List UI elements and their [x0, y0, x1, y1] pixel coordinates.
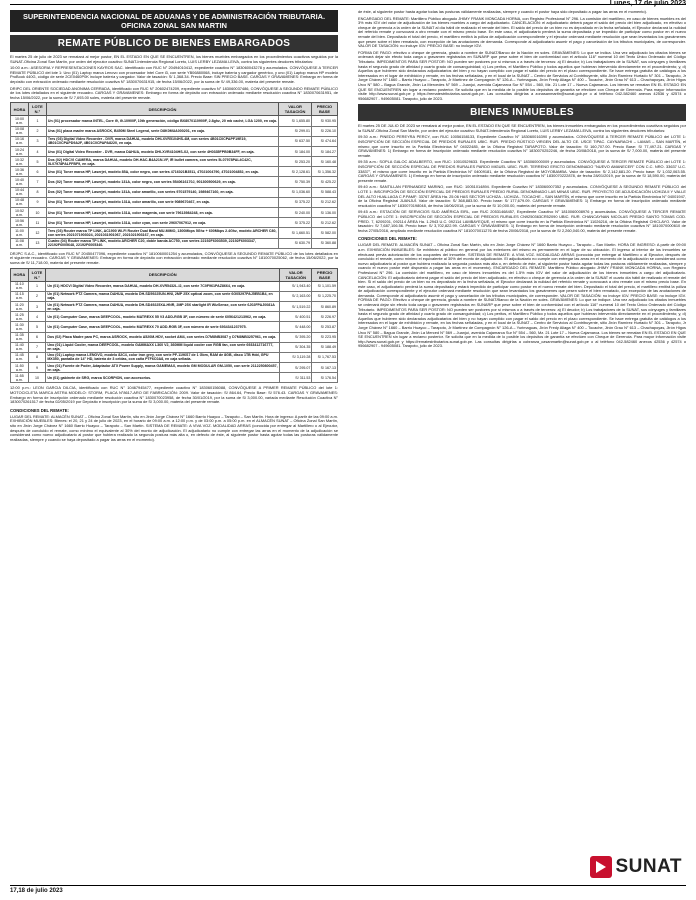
table-cell-col-valor: S/ 3,119.28: [280, 352, 312, 362]
table-cell-col-lote: 2: [28, 291, 46, 301]
table-cell-col-precio: S/ 160.48: [312, 157, 338, 167]
table-cell-col-descripcion: Un (01) HDCVI Digital Video Recorder, marca DAHUA, modelo DH-XVR5432L-I2, con serie 7C0F961PAZ8664, en caja.: [46, 281, 280, 291]
table-cell-col-lote: 1: [28, 281, 46, 291]
table-row: [11, 291, 338, 301]
table-cell-col-descripcion: Tres (03) Digital Video Recorder - DVR, marca DAHUA, modelo DHI-XVR5104HS-4M, con series 4B01C0CPAPF19E19, 4B01C0CPAPD9A2F, 4B01C0CPAPA8220, en caja.: [46, 136, 278, 146]
table-cell-col-valor: S/ 1,519.22: [280, 301, 312, 311]
table-cell-col-hora: 11:45 a.m.: [11, 352, 29, 362]
table-cell-col-lote: 1: [29, 116, 47, 126]
table-cell-col-hora: 10:44 a.m.: [11, 187, 29, 197]
table-header-col-precio: PRECIO BASE: [312, 103, 338, 116]
table-cell-col-descripcion: Un (01) procesador marca INTEL, Core i9, i9-10900F, 10th generación, código BX8070110900F, 2.8ghz, 20 mb caché, LGA 1200, en caja.: [46, 116, 278, 126]
table-cell-col-precio: S/ 176.54: [312, 373, 338, 383]
issue-date: Lunes, 17 de julio 2023: [609, 0, 686, 7]
table-cell-col-hora: 11:30 a.m.: [11, 322, 29, 332]
table-cell-col-descripcion: Un (01) Computer Case, marca DEEPCOOL, modelo MATREXX 70 ADD-RGB 3F, con número de serie 6934341237975.: [46, 322, 280, 332]
table-cell-col-valor: S/ 1,943.40: [280, 281, 312, 291]
lots-table-2: [10, 268, 338, 384]
table-cell-col-valor: S/ 304.35: [280, 342, 312, 352]
table-cell-col-lote: 4: [29, 146, 47, 156]
table-cell-col-hora: 10:48 a.m.: [11, 197, 29, 207]
table-cell-col-precio: S/ 184.27: [312, 146, 338, 156]
table-cell-col-hora: 11:50 a.m.: [11, 363, 29, 373]
table-cell-col-descripcion: Una (01) placa madre marca ASROCK, B450M Steel Legend, serie D8K0MUA000201, en caja.: [46, 126, 278, 136]
table-header-col-lote: LOTE N.°: [29, 103, 47, 116]
table-cell-col-valor: S/ 2,128.61: [279, 167, 312, 177]
table-cell-col-precio: S/ 188.49: [312, 342, 338, 352]
table-cell-col-lote: 5: [28, 322, 46, 332]
table-cell-col-precio: S/ 226.10: [312, 126, 338, 136]
agency-header: SUPERINTENDENCIA NACIONAL DE ADUANAS Y DE ADMINISTRACIÓN TRIBUTARIA. OFICINA ZONAL SAN MARTIN: [10, 10, 338, 32]
table-cell-col-hora: 10:00 a.m.: [11, 116, 29, 126]
table-cell-col-descripcion: Un (01) gabinete de SRG, marca SCORPION, con accesorios.: [46, 373, 280, 383]
top-rule: [10, 4, 686, 5]
table-header-col-valor: VALOR TASACIÓN: [279, 103, 312, 116]
table-cell-col-hora: 10:52 a.m.: [11, 208, 29, 218]
table-cell-col-valor: S/ 400.51: [280, 312, 312, 322]
table-cell-col-lote: 3: [28, 301, 46, 311]
table-cell-col-precio: S/ 360.88: [312, 238, 338, 248]
table-cell-col-valor: S/ 448.00: [280, 322, 312, 332]
table-cell-col-lote: 9: [28, 363, 46, 373]
table-row: [11, 218, 338, 228]
table-row: [11, 281, 338, 291]
table-cell-col-descripcion: Un (01) Network PTZ Camera, marca DAHUA, modelo DH-SD59225UN-HNI, 2MP 25X optical zoom, con serie 6G05297PAJ5EB1B4, en caja.: [46, 291, 280, 301]
table-cell-col-lote: 8: [28, 352, 46, 362]
table-row: [11, 126, 338, 136]
continued-paragraph: de éste, al siguiente postor hasta agotar todas las posturas válidamente realizadas, siempre y cuando el postor haya sido depositado a pagar las arras en el momento).: [358, 9, 647, 14]
table-cell-col-lote: 3: [29, 136, 47, 146]
table-row: [11, 208, 338, 218]
table-cell-col-hora: 10:16 a.m.: [11, 136, 29, 146]
table-cell-col-descripcion: Tres (03) Router marca TP LINK, AC1900 Wi-Fi Router Dual Band MU-MIMO, 1300Mbps 5Ghz + 600Mbps 2.4Ghz, modelo ARCHER C80, con series 2021071903024, 2021031901067, 2021021903167, en caja.: [46, 228, 278, 238]
case-paragraph: 09:45 a.m.: ESTACIÓN DE SERVICIOS SUD AMÉRICA EIRL, con RUC 20531468457, Expediente Coactivo N° 1810060008976 y acumulados. CONVÓQUESE A TERCER REMATE PÚBLICO del LOTE 1: INSCRIPCIÓN DE SECCIÓN ESPECIAL DE PREDIOS RURALES CN9250363CR52090 UBIC. RUR. CHANCAYNAN NICOLAS PREDIO SANTO TOMAS COD. PRED. 7, 6209201, 092114 ÁREA Ha. 1.2943 U.C. 092114 LAMBAYEQUE, el mismo que corre inscrito en la Partida Electrónica N° 11026216, de la Oficina Registral CHICLAYO. Valor de tasación: S/ 7,687,106.56. Precio base: S/ 3,702,822.99. CARGAS Y GRAVÁMENES: 1) Embargo en forma de inscripción ordenado mediante resolución coactiva N° 1810070000610 de fecha 27/05/2016, ampliado mediante resolución coactiva N° 1810070011276 de fecha 20/06/2018, por la suma de S/ 2,260,040.00, materia del presente remate.: [358, 209, 686, 233]
table-cell-col-precio: S/ 212.62: [312, 197, 338, 207]
table-cell-col-hora: 11:08 a.m.: [11, 238, 29, 248]
conditions-paragraph: LUGAR DEL REMATE: ALMACÉN SUNAT – Oficina Zonal San Martín, sito en Jirón Jorge Chávez N° 1660 Barrio Huayco – Tarapoto – San Martín. Hora de ingreso: A partir de las 09:00 a.m. EXHIBICIÓN MUEBLES: Bienes: el 20, 21 y 24 de julio de 2023, en el horario de 09:00 a.m. a 12:00 p.m. y de 03:00 p.m. a 05:00 p.m. en el ALMACÉN SUNAT – Oficina Zonal San Martín, sito en Jirón Jorge Chávez N° 1660 Barrio Huayco – Tarapoto – San Martín. SISTEMA DE REMATE: A VIVA VOZ. MODALIDAD ARRAS (conocida por entregar al Martillero o al Ejecutor, después de concluido el remate, como mínimo el equivalente al 30% del monto de adjudicación. El adjudicatario no cumple con entregar las arras en el momento de la adjudicación se considerará como nuevo adjudicatario al postor que hubiera realizado la segunda postura más alta o, en defecto de éste, al siguiente postor hasta agotar todas las posturas válidamente realizadas, siempre y cuando se haya depositado a pagar las arras en el momento).: [10, 413, 338, 442]
table-row: [11, 177, 338, 187]
table-cell-col-valor: S/ 637.50: [279, 136, 312, 146]
table-cell-col-lote: 6: [28, 332, 46, 342]
table-cell-col-precio: S/ 226.97: [312, 312, 338, 322]
section-title-inmuebles: BIENES INMUEBLES: [358, 104, 686, 121]
table-cell-col-lote: 5: [29, 157, 47, 167]
right-column: [358, 10, 686, 351]
table-cell-col-precio: S/ 1,225.70: [312, 291, 338, 301]
table-cell-col-hora: 11:20 a.m.: [11, 301, 29, 311]
table-cell-col-hora: 11:00 a.m.: [11, 228, 29, 238]
payment-paragraph: FORMA DE PAGO: efectivo o cheque de gerencia, girado a nombre de SUNAT/Banco de la Nación en soles. GRAVÁMENES: Lo que se indica. Una vez adjudicado los citados bienes se ordenará dejar sin efecto toda carga o gravamen registrados en SUNARP que pese sobre el bien de conformidad con el artículo 116° numeral 10 del Texto Único Ordenado del Código Tributario. IMPEDIMENTOS PARA SER POSTOR: NO pueden ser postores por sí mismos o a través de terceros: a) El deudor; b) Los trabajadores de la SUNAT, sus cónyuges y familiares hasta el segundo grado de afinidad y cuarto grado de consanguinidad; c) Los peritos, el Martillero Público y todos aquellos que hubieran intervenido directamente en el procedimiento; y, d) Aquellos que hubieren sido declarados adjudicatarios del bien y no hayan cumplido con pagar el saldo del precio en el plazo correspondiente. Se hace entrega gratuita de catálogos a los interesados en el lugar de exhibición y remate, en los fechas señaladas, y en el local de la SUNAT – Centro de Servicios al Contribuyente, sitio Jirón Ramírez Hurtado N° 301 – Tarapoto, Jr Jorge Chávez N° 1660 – Barrio Huayco – Tarapoto, Jr Martínez de Compagnón N° 126-A – Yurimaguas, Jirón Fredy Aliaga N° 400 – Tocache, Jirón Grau N° 613 – Chachapoyas, Jirón Higos Urco N° 580 – Bagua Grande, Jirón La Mercedes N° 569 – Juanjuí, avenida Cajamarca Sur N° 554 – 560, Mz. 21 Lote 17 – Nueva Cajamarca. Los bienes se rematan EN EL ESTADO EN QUE SE ENCUENTREN sin lugar a reclamo posterior. Se solicita que en la medida de lo posible los depósitos de garantía se efectúen con Cheque de Gerencia. Para mayor información visite http://www.sunat.gob.pe y https://rematestributarios.sunat.gob.pe. Las consultas dirigirlas a zonasanmartin@sunat.gob.pe o al teléfono 042-582460 anexos 42536 y 42574 o 956682907 - 949605081. Tarapoto, julio de 2023.: [358, 49, 686, 101]
table-cell-col-lote: 10: [29, 208, 47, 218]
left-column: [10, 10, 338, 444]
table-cell-col-descripcion: Uno (01) Toner marca HP, Laserjet, modelo 131A, color cyan, con serie 29607067912, en caja.: [46, 218, 278, 228]
case-paragraph: 12:00 p.m.: LEON GARCIA DILCIA, identificado con RUC N° 10467945477, expediente coactivo N° 183060156088, CONVÓQUESE A PRIMER REMATE PÚBLICO del lote 1: MOTOCICLETA MARCA ASTRA MODELO: STORM, PLACA N°8617-ARO DE FABRICACIÓN: 2009. Valor de tasación: S/ 864.64, Precio Base: S/ 576.43. CARGAS Y GRAVAMENES: Embargo en forma de inscripción ordenado mediante resolución coactiva N° 1830070023958, de fecha 30/01/2019, por la suma de S/ 3,000.00, variada mediante Resolución Coactiva N° 1830070261517 de fecha 02/05/2019 por Depósito e inscripción por la suma de S/ 3,000.00, materia del presente remate.: [10, 385, 338, 405]
table-cell-col-valor: S/ 395.20: [280, 332, 312, 342]
table-row: [11, 332, 338, 342]
table-cell-col-precio: S/ 582.00: [312, 228, 338, 238]
page-footer: 17,18 de julio 2023: [10, 888, 63, 894]
table-cell-col-descripcion: Uno (01) Toner marca HP, Laserjet, modelo 131A, color magenta, con serie 79613984248, en caja.: [46, 208, 278, 218]
intro-paragraph: El martes 25 de julio de 2023 se rematará al mejor postor, EN EL ESTADO EN QUE SE ENCUENTREN, los bienes muebles embargados en los procedimientos coactivos seguidos por la SUNAT-Oficina Zonal San Martín, por orden del ejecutor coactivo SUNAT-Intendencia Regional Loreto, LUIS LERBY LEZAMA LEIVA, contra los siguientes deudores tributarios:: [10, 54, 338, 64]
table-cell-col-precio: S/ 167.13: [312, 363, 338, 373]
table-cell-col-valor: S/ 1,660.51: [279, 228, 312, 238]
table-cell-col-precio: S/ 212.62: [312, 218, 338, 228]
table-header-col-valor: VALOR TASACIÓN: [280, 268, 312, 281]
table-cell-col-precio: S/ 1,101.59: [312, 281, 338, 291]
table-cell-col-valor: S/ 240.00: [279, 208, 312, 218]
lots-table-1: [10, 102, 338, 248]
sunat-logo: [590, 856, 682, 878]
sunat-wordmark: SUNAT: [615, 856, 682, 877]
table-cell-col-lote: 8: [29, 187, 47, 197]
table-cell-col-valor: S/ 2,163.00: [280, 291, 312, 301]
table-row: [11, 301, 338, 311]
footer-rule: [10, 885, 686, 886]
table-cell-col-lote: 7: [28, 342, 46, 352]
table-cell-col-valor: S/ 630.79: [279, 238, 312, 248]
case-paragraph: DRJPC S.A.C., identificado con RUC N° 20450477096, expediente coactivo N° 1810060001254 y acumulados, CONVÓQUESE A SEGUNDO REMATE PÚBLICO de los lotes detallados en el siguiente recuadro. CARGAS Y GRAVAMENES: Embargo en forma de depósito con extracción ordenado mediante resolución coactiva N° 1810070025062, de fecha 15/06/2022, por la suma de S/ 11,718.00, materia del presente remate.: [10, 250, 338, 265]
table-row: [11, 167, 338, 177]
table-cell-col-hora: 10:32 a.m.: [11, 157, 29, 167]
table-cell-col-descripcion: Dos (02) Toner marca HP, Laserjet, modelo 131A, color negro, con series 5540616170J, 901300500629, en caja.: [46, 177, 278, 187]
table-cell-col-precio: S/ 588.43: [312, 187, 338, 197]
table-cell-col-lote: 7: [29, 177, 47, 187]
table-cell-col-descripcion: Un (01) Network PTZ Camera, marca DAHUA, modelo DH-SD49225XA-HNR, 2MP 25X starlight IR WizSense, con serie 6J02FPAJ0081A en caja.: [46, 301, 280, 311]
table-cell-col-hora: 10:56 a.m.: [11, 218, 29, 228]
conditions-title: CONDICIONES DEL REMATE:: [10, 407, 69, 413]
table-cell-col-descripcion: Uno (01) Toner marca HP, Laserjet, modelo 131A, color amarillo, con serie 9089670467, en caja.: [46, 197, 278, 207]
table-header-col-lote: LOTE N.°: [28, 268, 46, 281]
table-row: [11, 136, 338, 146]
table-cell-col-hora: 10:08 a.m.: [11, 126, 29, 136]
table-row: [11, 187, 338, 197]
table-cell-col-precio: S/ 136.00: [312, 208, 338, 218]
table-cell-col-precio: S/ 223.95: [312, 332, 338, 342]
table-cell-col-descripcion: Cuatro (04) Router marca TP LINK, modelo ARCHER C20, doble banda AC750, con series 22192F6003539, 22192F6003347, 22192F6005648, 22192F6005340.: [46, 238, 278, 248]
table-header-col-hora: HORA: [11, 268, 29, 281]
intro-paragraph: El martes 25 DE JULIO DE 2023 se rematará al mejor postor, EN EL ESTADO EN QUE SE ENCUENTREN, los bienes inmuebles embargados en los procedimientos coactivos seguidos por la SUNAT-Oficina Zonal San Martín, por orden del ejecutor coactivo SUNAT-Intendencia Regional Loreto, LUIS LERBY LEZAMA LEIVA, contra los siguientes deudores tributarios:: [358, 123, 686, 133]
table-cell-col-precio: S/ 1,356.32: [312, 167, 338, 177]
table-cell-col-descripcion: Uno (01) Digital Video Recorder - DVR, marca DAHUA, modelo DHI-XVR4104HS-X2, con serie 4H0335FPB0B34FF, en caja.: [46, 146, 278, 156]
table-cell-col-precio: S/ 253.87: [312, 322, 338, 332]
case-paragraph: 09:35 a.m.: SOPLA GALOC ADALBERTO, con RUC: 10010529633. Expediente Coactivo N° 183060000009 y acumulados. CONVÓQUESE A TERCER REMATE PÚBLICO del LOTE 1: INSCRIPCIÓN DE SECCIÓN ESPECIAL DE PREDIOS RURALES PARDO MIGUEL UBIC. RUR. TERRENO ERICTO DENOMINADO "NUEVO AMANECER" CON C.C. NRO. 33637 U.C. 33837", el mismo que corre inscrito en la Partida Electrónica N° 04009181, de la Oficina Registral de MOYOBAMBA. Valor de tasación: S/ 2,142,681.20. Precio base: S/ 1,032,063.55. CARGAS Y GRAVÁMENES: 1) Embargo en forma de inscripción ordenado mediante resolución coactiva N° 1830070222878, de fecha 28/01/2019, por la suma de S/ 18,590.00, materia del presente remate.: [358, 159, 686, 183]
table-row: [11, 312, 338, 322]
table-cell-col-hora: 10:36 a.m.: [11, 167, 29, 177]
table-cell-col-lote: 4: [28, 312, 46, 322]
table-header-col-hora: HORA: [11, 103, 29, 116]
table-cell-col-hora: 11:55 a.m.: [11, 373, 29, 383]
sunat-mark-icon: [590, 856, 612, 878]
table-cell-col-precio: S/ 474.64: [312, 136, 338, 146]
table-cell-col-precio: S/ 860.89: [312, 301, 338, 311]
table-cell-col-descripcion: Un (01) Computer Case, marca DEEPCOOL, modelo MATREXX 55 V3 ADD-RGB 3F, con número de serie 6056421213962, en caja.: [46, 312, 280, 322]
table-cell-col-hora: 11:10 a.m.: [11, 281, 29, 291]
table-cell-col-precio: S/ 930.95: [312, 116, 338, 126]
table-cell-col-descripcion: Dos (02) Toner marca HP, Laserjet, modelo 131A, color amarillo, con series 9701579140, 1989467160, en caja.: [46, 187, 278, 197]
table-row: [11, 146, 338, 156]
table-row: [11, 157, 338, 167]
table-cell-col-hora: 11:35 a.m.: [11, 332, 29, 342]
table-cell-col-lote: 11: [29, 218, 47, 228]
table-cell-col-hora: 10:40 a.m.: [11, 177, 29, 187]
table-cell-col-descripcion: Uno (01) Fuente de Poder, Adaptador ATX Power Supply, marca GAMEMAX, modelo GM MODULAR GM-1050, con serie 2112250800457, en caja.: [46, 363, 280, 373]
table-cell-col-precio: S/ 1,767.53: [312, 352, 338, 362]
table-row: [11, 228, 338, 238]
table-cell-col-descripcion: Uno (01) Toner marca HP, Laserjet, modelo 85A, color negro, con series 4716021B3511, 4T021004790, 4T021004852, en caja.: [46, 167, 278, 177]
table-cell-col-lote: 9: [29, 197, 47, 207]
table-cell-col-lote: 2: [29, 126, 47, 136]
table-header-col-descripcion: DESCRIPCIÓN: [46, 103, 278, 116]
table-cell-col-valor: S/ 375.22: [279, 218, 312, 228]
table-cell-col-descripcion: Uno (01) Laptop marca LENOVO, modelo 82C4, color iron grey, con serie PF-1196S7 de 1 Gbm, RAM de 8GB, disco 1TB Hdd, GPU MX350, pantalla de 14" HD, batería de 3 celdas, con caña PTF6C0A8, en caja sellada.: [46, 352, 280, 362]
table-cell-col-descripcion: Dos (02) Placa Madre para PC, marca ASROCK, modelo A520M-HDV, socket AM4, con series D7M8NB3087 y D7M8NB3257961, en caja.: [46, 332, 280, 342]
table-cell-col-valor: S/ 750.39: [279, 177, 312, 187]
table-row: [11, 322, 338, 332]
table-row: [11, 238, 338, 248]
table-cell-col-valor: S/ 1,036.60: [279, 187, 312, 197]
table-cell-col-descripcion: Uno (01) Liquid Cooler, marca DEEPCOOL, modelo GAMMAXX L360 V2, 360MM liquid cooler con RGB fan, con serie 6933412716777, en caja.: [46, 342, 280, 352]
table-cell-col-valor: S/ 184.00: [279, 146, 312, 156]
table-row: [11, 342, 338, 352]
table-cell-col-precio: S/ 425.22: [312, 177, 338, 187]
section-title-muebles: REMATE PÚBLICO DE BIENES EMBARGADOS: [10, 35, 338, 52]
table-header-col-precio: PRECIO BASE: [312, 268, 338, 281]
table-row: [11, 373, 338, 383]
table-row: [11, 352, 338, 362]
table-cell-col-hora: 11:40 a.m.: [11, 342, 29, 352]
case-paragraph: 09:30 a.m.: PINEDO PEREYRA PERCY, con RUC 10056158133, Expediente Coactivo N° 183060016390 y acumulados. CONVÓQUESE A TERCER REMATE PÚBLICO del LOTE 1: INSCRIPCIÓN DE SECCIÓN ESPECIAL DE PREDIOS RURALES UBIC. RUR. PREDIO RÚSTICO VIRGEN DEL ALTO CE. USCE TIPAC. CAYNARACHI – LAMAS – SAN MARTÍN, el mismo que corre inscrito en la Partida Electrónica N° 04022485, de la Oficina Registral TARAPOTO. Valor de tasación: S/ 160,707.00. Precio Base: S/ 77,497.21. CARGAS Y GRAVÁMENES: 1) Embargo en forma de inscripción ordenado mediante resolución coactiva N° 1830070252246, de fecha 20/08/2018, por la suma de S/ 7,000.00, materia del presente remate.: [358, 134, 686, 158]
table-cell-col-descripcion: Dos (02) HDCVI CAMERA, marca DAHUA, modelo DH-HAC-B4A21N-VF, IR bullet camera, con series 5L07978PAL4C42C, 5L07978PALFFBF9, en caja.: [46, 157, 278, 167]
table-header-col-descripcion: DESCRIPCIÓN: [46, 268, 280, 281]
table-cell-col-hora: 11:25 a.m.: [11, 312, 29, 322]
table-cell-col-valor: S/ 299.01: [279, 126, 312, 136]
table-row: [11, 197, 338, 207]
table-cell-col-lote: 10: [28, 373, 46, 383]
case-paragraph: DRIPC DEL ORIENTE SOCIEDAD ANONIMA CERRADA, identificado con RUC N° 20602474209, expediente coactivo N° 183060037486, CONVÓQUESE A SEGUNDO REMATE PÚBLICO de los lotes detallados en el siguiente recuadro. CARGAS Y GRAVAMENES: Embargo en forma de depósito con extracción ordenado mediante resolución coactiva N° 1830070631951, de fecha 15/06/2022, por la suma de S/ 7,693.00 soles, materia del presente remate.: [10, 85, 338, 100]
table-cell-col-valor: S/ 375.22: [279, 197, 312, 207]
table-row: [11, 363, 338, 373]
table-cell-col-lote: 6: [29, 167, 47, 177]
table-cell-col-valor: S/ 1,655.80: [279, 116, 312, 126]
martillero-paragraph: ENCARGADO DEL REMATE: Martillero Público abogado JHIMY FRANK MONCADA HORNA, con Registro Profesional N° 296. La comisión del martillero, en caso de bienes muebles es del 3% más IGV del valor de adjudicación de los bienes muebles a cargo del adjudicatario. CANCELACIÓN: el adjudicatario deberá pagar el saldo del precio del bien adjudicado, en efectivo o cheque de gerencia a la orden de la SUNAT al día hábil de realizado el remate del bien. El saldo del precio de un bien no es depositado en la fecha señalada, el Ejecutor declarará la nulidad del referido remate y convocará a otro remate con el mismo precio base. En este caso, el adjudicatario perderá la suma depositada y se impedido de participar como postor en el nuevo remate del bien. Depositado el total del precio, el martillero emitirá la póliza de adjudicación correspondiente y el ejecutor ordenará mediante resolución que sean levantados los gravámenes que pesen sobre el bien rematado, con excepción de las anotaciones de demanda. Corresponde al adjudicatario asumir el pago y cancelación de los tributos municipales, de corresponder. VALOR DE TASACIÓN: no incluye IGV. PRECIO BASE: no incluye IGV.: [358, 15, 686, 49]
table-cell-col-valor: S/ 253.20: [279, 157, 312, 167]
table-cell-col-lote: 12: [29, 228, 47, 238]
table-row: [11, 116, 338, 126]
table-cell-col-valor: S/ 311.53: [280, 373, 312, 383]
conditions-paragraph: LUGAR DEL REMATE: ALMACÉN SUNAT – Oficina Zonal San Martín, sito en Jirón Jorge Chávez N° 1660 Barrio Huayco – Tarapoto – San Martín. HORA DE INGRESO: A partir de 09:00 a.m. EXHIBICIÓN INMUEBLES: Se exhibirán al público en general por los exteriores del mismo es permanente en el lugar de su ubicación. El ingreso al interior de los inmuebles se efectuará previa autorización de los ocupantes del inmueble. SISTEMA DE REMATE: A VIVA VOZ. MODALIDAD ARRAS (conocida por entregar al Martillero o al Ejecutor, después de concluido el remate, como mínimo el equivalente al 30% del monto de adjudicación. El adjudicatario no cumple con entregar las arras en el momento de la adjudicación se considerará como nuevo adjudicatario al postor que hubiera realizado la segunda postura más alta o, en defecto de éste, al siguiente postor hasta agotar todas las posturas válidamente realizadas, siempre y cuando el nuevo postor esté dispuesto a pagar las arras en el momento). ENCARGADO DEL REMATE: Martillero Público abogado JHIMY FRANK MONCADA HORNA, con Registro Profesional N° 296. La comisión del martillero, en caso de bienes inmuebles es del 1.5% más IGV del valor de adjudicación de los bienes inmuebles a cargo del adjudicatario. CANCELACIÓN: El adjudicatario deberá pagar el saldo del precio del bien adjudicado, en efectivo o cheque de gerencia a la orden de la SUNAT el cuarto día hábil de realizado el remate del bien. Si el saldo del precio de un bien no es depositado en la fecha señalada, el Ejecutor declarará la nulidad del referido remate y convocará a otro remate con el mismo precio base. En este caso, el adjudicatario perderá la suma depositada y estará impedido de participar como postor en el nuevo remate del bien. Depositado el total del precio, el martillero emitirá la póliza de adjudicación correspondiente y el ejecutor ordenará mediante resolución que sean levantados los gravámenes que pesen sobre el bien rematado, con excepción de las anotaciones de demanda. Corresponde al adjudicatario asumir el pago y cancelación de los tributos municipales, de corresponder. VALOR DE TASACIÓN: no incluye IGV. PRECIO BASE: no incluye IGV. FORMA DE PAGO: Efectivo o cheque de gerencia, girado a nombre de SUNAT/Banco de la Nación en soles. GRAVÁMENES: Lo que se indique. Una vez adjudicado los citados inmuebles se ordenará dejar sin efecto toda carga o gravamen registrados en SUNARP que pese sobre el bien de conformidad con el artículo 116° numeral 10 del Texto Único Ordenado del Código Tributario. IMPEDIMENTOS PARA SER POSTOR: NO pueden ser postores por sí mismos o a través de terceros: a) El deudor; b) Los trabajadores de la SUNAT, sus cónyuges y familiares hasta el segundo grado de afinidad y cuarto grado de consanguinidad; c) Los peritos, el Martillero Público y todos aquellos que hubieran intervenido directamente en el procedimiento; y, d) Aquellos que hubieren sido declarados adjudicatarios del bien y no hayan cumplido con pagar el saldo del precio en el plazo correspondiente. Se hace entrega gratuita de catálogos a los interesados en el lugar de exhibición y remate, en los fechas señaladas, y en el local de la SUNAT – Centro de Servicios al Contribuyente, sitio Jirón Ramírez Hurtado N° 301 – Tarapoto, Jr Jorge Chávez N° 1660 – Barrio Huayco – Tarapoto, Jr Martínez de Compagnón N° 126-A – Yurimaguas, Jirón Fredy Aliaga N° 400 – Tocache, Jirón Grau N° 613 – Chachapoyas, Jirón Higos Urco N° 580 – Bagua Grande, Jirón La Merced N° 569 – Juanjuí, avenida Cajamarca Sur N° 554 – 560, Mz. 21 Lote 17 – Nueva Cajamarca. Los bienes se rematan EN EL ESTADO EN QUE SE ENCUENTREN sin lugar a reclamo posterior. Se solicita que en la medida de lo posible los depósitos de garantía se efectúen con Cheque de Gerencia. Para mayor información visite http://www.sunat.gob.pe y https://rematestributarios.sunat.gob.pe. Las consultas dirigirlas a cobranza_ozsanmartin@sunat.gob.pe o al teléfono 042-582460 anexos 42536 y 42574 o 956682907 - 949605081. Tarapoto, julio de 2023.: [358, 242, 686, 349]
table-cell-col-valor: S/ 295.07: [280, 363, 312, 373]
table-cell-col-hora: 10:24 a.m.: [11, 146, 29, 156]
case-paragraph: 09:40 a.m.: SANTILLAN FERNANDEZ MARINO, con RUC: 10051014894. Expediente Coactivo N° 183060007352 y acumulados. CONVÓQUESE A SEGUNDO REMATE PÚBLICO del LOTE 1: INSCRIPCIÓN DE SECCIÓN ESPECIAL DE PREDIOS RURALES PREDIO RURAL DENOMINADO LAS MINAS UBIC. RUR. PROYECTO DE ADJUDICACIÓN UCHIZA II Y VALLE DEL ALTO HUALLAGA C.P.PAMF: 33767 ÁREA Ha. 25.06 HAS SECTOR UCHIZA - UCHIZA - TOCACHE – SAN MARTÍN, el mismo que corre inscrito en la Partida Electrónica N° 04001947, de la Oficina Registral JUANJUÍ. Valor de tasación: S/ 368,883.50. Precio base: S/ 177,679.09. CARGAS Y GRAVÁMENES: 1) Embargo en forma de inscripción ordenado mediante resolución coactiva N° 1830070198048, de fecha 16/06/2018, por la suma de S/ 10,000.00, materia del presente remate.: [358, 184, 686, 208]
conditions-title: CONDICIONES DEL REMATE:: [358, 236, 417, 242]
table-cell-col-lote: 13: [29, 238, 47, 248]
table-cell-col-hora: 11:15 a.m.: [11, 291, 29, 301]
case-paragraph: 10:00 a.m.: ASESORIA Y REPRESENTACIONES KAYROS SAC. identificado con RUC N° 20494010412, expediente coactivo N° 183060043278 y acumulados. CONVÓQUESE A TERCER REMATE PÚBLICO del lote 1: Uno (01) Laptop marca Lenovo con procesador Intel Core i3, con serie YB06880068, incluye batería y cargador genérico, y uno (01) Laptop marca HP modelo ProBook 440G, código de serie 2CE0460P0K incluye batería y cargador. Valor de tasación: S/ 1,368.34. Precio Base: SIN PRECIO BASE. CARGAS Y GRAVAMENES: Embargo en forma de depósito con extracción ordenado mediante resolución coactiva N° 1830070631915, de fecha 15/06/2022, por la suma de S/ 49,336.00, materia del presente remate.: [10, 65, 338, 84]
